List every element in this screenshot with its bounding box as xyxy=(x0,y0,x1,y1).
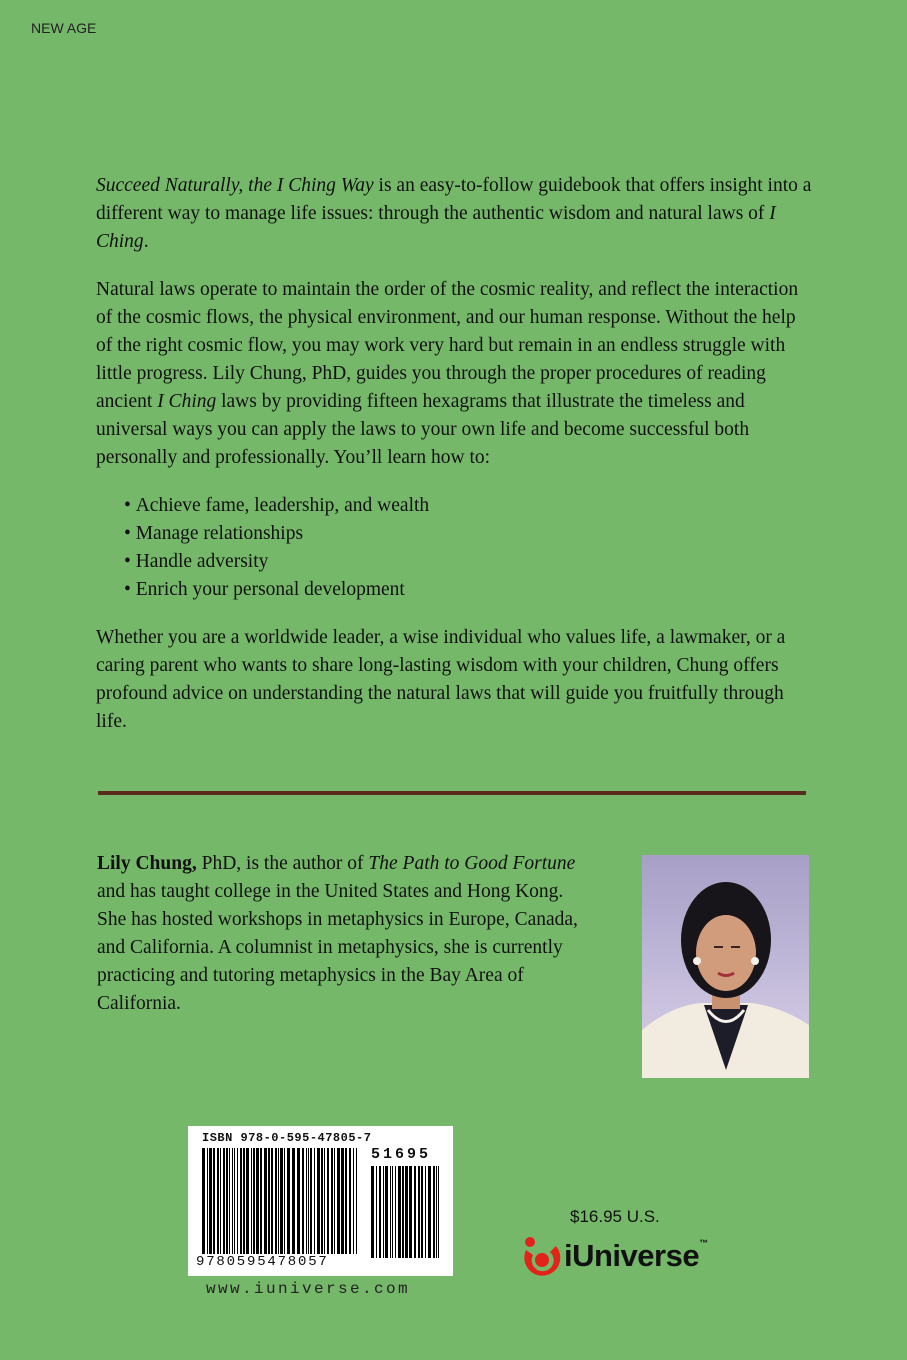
book-title: Succeed Naturally, the I Ching Way xyxy=(96,175,374,196)
author-photo xyxy=(642,855,809,1078)
barcode-bar xyxy=(405,1166,408,1258)
barcode-addon-number: 51695 xyxy=(371,1146,432,1163)
list-item: • Achieve fame, leadership, and wealth xyxy=(124,492,816,520)
blurb-intro xyxy=(96,172,816,256)
isbn-label: ISBN 978-0-595-47805-7 xyxy=(202,1131,372,1145)
author-bio xyxy=(97,850,597,1018)
barcode-bar xyxy=(371,1166,374,1258)
barcode-bar xyxy=(428,1166,431,1258)
barcode-bar xyxy=(308,1148,309,1258)
barcode-bar xyxy=(292,1148,295,1258)
barcode-bar xyxy=(280,1148,283,1258)
publisher-wordmark: iUniverse xyxy=(564,1238,700,1273)
barcode-bar xyxy=(246,1148,249,1258)
barcode-addon-bars xyxy=(371,1166,441,1258)
barcode-bar xyxy=(409,1166,412,1258)
barcode-bar xyxy=(202,1148,205,1258)
iuniverse-logo-icon xyxy=(520,1234,562,1280)
barcode-bar xyxy=(243,1148,245,1258)
barcode-bar xyxy=(341,1148,344,1258)
barcode-bar xyxy=(209,1148,212,1258)
benefit-list xyxy=(96,492,816,604)
portrait-illustration xyxy=(642,855,809,1078)
i-ching-term: I Ching xyxy=(96,203,776,252)
barcode-bar xyxy=(421,1166,423,1258)
isbn-barcode xyxy=(188,1126,453,1276)
list-item: • Handle adversity xyxy=(124,548,816,576)
barcode-bar xyxy=(402,1166,404,1258)
barcode-bar xyxy=(297,1148,300,1258)
barcode-bar xyxy=(260,1148,262,1258)
i-ching-term: I Ching xyxy=(157,391,217,412)
publisher-url[interactable]: www.iuniverse.com xyxy=(206,1280,411,1298)
barcode-bar xyxy=(251,1148,252,1258)
barcode-bar xyxy=(271,1148,273,1258)
price-label: $16.95 U.S. xyxy=(570,1207,660,1226)
barcode-bar xyxy=(256,1148,259,1258)
barcode-bar xyxy=(264,1148,267,1258)
barcode-bar xyxy=(284,1148,285,1258)
barcode-bar xyxy=(220,1148,221,1258)
barcode-bar xyxy=(345,1148,347,1258)
barcode-bar xyxy=(223,1148,225,1258)
barcode-bar xyxy=(213,1148,215,1258)
barcode-bar xyxy=(331,1148,333,1258)
barcode-bar xyxy=(240,1148,242,1258)
list-item: • Manage relationships xyxy=(124,520,816,548)
barcode-bar xyxy=(226,1148,228,1258)
barcode-bar xyxy=(306,1148,307,1258)
barcode-bar xyxy=(356,1148,357,1258)
trademark-symbol: ™ xyxy=(699,1238,708,1248)
barcode-bar xyxy=(324,1148,325,1258)
barcode-bar xyxy=(392,1166,393,1258)
barcode-bar xyxy=(287,1148,290,1258)
barcode-bar xyxy=(376,1166,377,1258)
list-item: • Enrich your personal development xyxy=(124,576,816,604)
publisher-logo xyxy=(520,1232,740,1282)
barcode-bar xyxy=(349,1148,351,1258)
barcode-bar xyxy=(229,1148,230,1258)
barcode-bar xyxy=(321,1148,323,1258)
barcode-bar xyxy=(379,1166,381,1258)
divider xyxy=(98,791,806,795)
barcode-bar xyxy=(438,1166,439,1258)
barcode-bar xyxy=(425,1166,426,1258)
barcode-bar xyxy=(275,1148,277,1258)
publisher-name xyxy=(564,1238,708,1274)
barcode-bar xyxy=(433,1166,435,1258)
barcode-bar xyxy=(207,1148,208,1258)
blurb-paragraph-3: Whether you are a worldwide leader, a wise individual who values life, a lawmaker, or a caring parent who wants to share long-lasting wisdom with your children, Chung offers profound advice on understanding the natural laws that will guide you fruitfully through life. xyxy=(96,627,786,732)
bio-text-rest: and has taught college in the United States and Hong Kong. She has hosted workshops in metaphysics in Europe, Canada, and California. A columnist in metaphysics, she is currently practicing and tutoring metaphysics in the Bay Area of California. xyxy=(97,881,578,1014)
author-name: Lily Chung, xyxy=(97,853,197,874)
genre-label: NEW AGE xyxy=(31,20,97,36)
blurb-p2-end: laws by providing fifteen hexagrams that illustrate the timeless and universal ways you can apply the laws to your own life and become successful both personally and professionally. You’ll learn how to: xyxy=(96,391,750,468)
barcode-bar xyxy=(436,1166,437,1258)
barcode-bar xyxy=(310,1148,312,1258)
barcode-bar xyxy=(234,1148,235,1258)
barcode-bar xyxy=(314,1148,315,1258)
bio-text: PhD, is the author of xyxy=(196,853,369,874)
other-book-title: The Path to Good Fortune xyxy=(368,853,576,874)
barcode-bar xyxy=(353,1148,354,1258)
barcode-bar xyxy=(385,1166,388,1258)
barcode-bar xyxy=(383,1166,384,1258)
barcode-bar xyxy=(232,1148,233,1258)
barcode-bar xyxy=(237,1148,238,1258)
blurb-intro-text: is an easy-to-follow guidebook that offers insight into a different way to manage life issues: through the authentic wisdom and natural laws of xyxy=(96,175,812,224)
barcode-bar xyxy=(418,1166,420,1258)
blurb-p2-start: Natural laws operate to maintain the order of the cosmic reality, and reflect the interaction of the cosmic flows, the physical environment, and our human response. Without the help of the right cosmic flow, you may work very hard but remain in an endless struggle with little progress. Lily Chung, PhD, guides you through the proper procedures of reading ancient xyxy=(96,279,799,412)
barcode-bar xyxy=(317,1148,320,1258)
barcode-digits: 9780595478057 xyxy=(196,1254,366,1270)
blurb-intro-end: . xyxy=(143,231,149,252)
blurb-paragraph-2 xyxy=(96,276,816,472)
barcode-bar xyxy=(334,1148,335,1258)
back-cover-blurb xyxy=(96,172,816,756)
barcode-bar xyxy=(327,1148,329,1258)
barcode-bar xyxy=(337,1148,340,1258)
barcode-bar xyxy=(268,1148,270,1258)
barcode-bar xyxy=(278,1148,279,1258)
barcode-bar xyxy=(302,1148,304,1258)
barcode-bar xyxy=(217,1148,219,1258)
barcode-main-bars xyxy=(202,1148,360,1258)
barcode-bar xyxy=(414,1166,416,1258)
barcode-bar xyxy=(390,1166,391,1258)
barcode-bar xyxy=(398,1166,401,1258)
barcode-bar xyxy=(395,1166,396,1258)
barcode-bar xyxy=(253,1148,255,1258)
